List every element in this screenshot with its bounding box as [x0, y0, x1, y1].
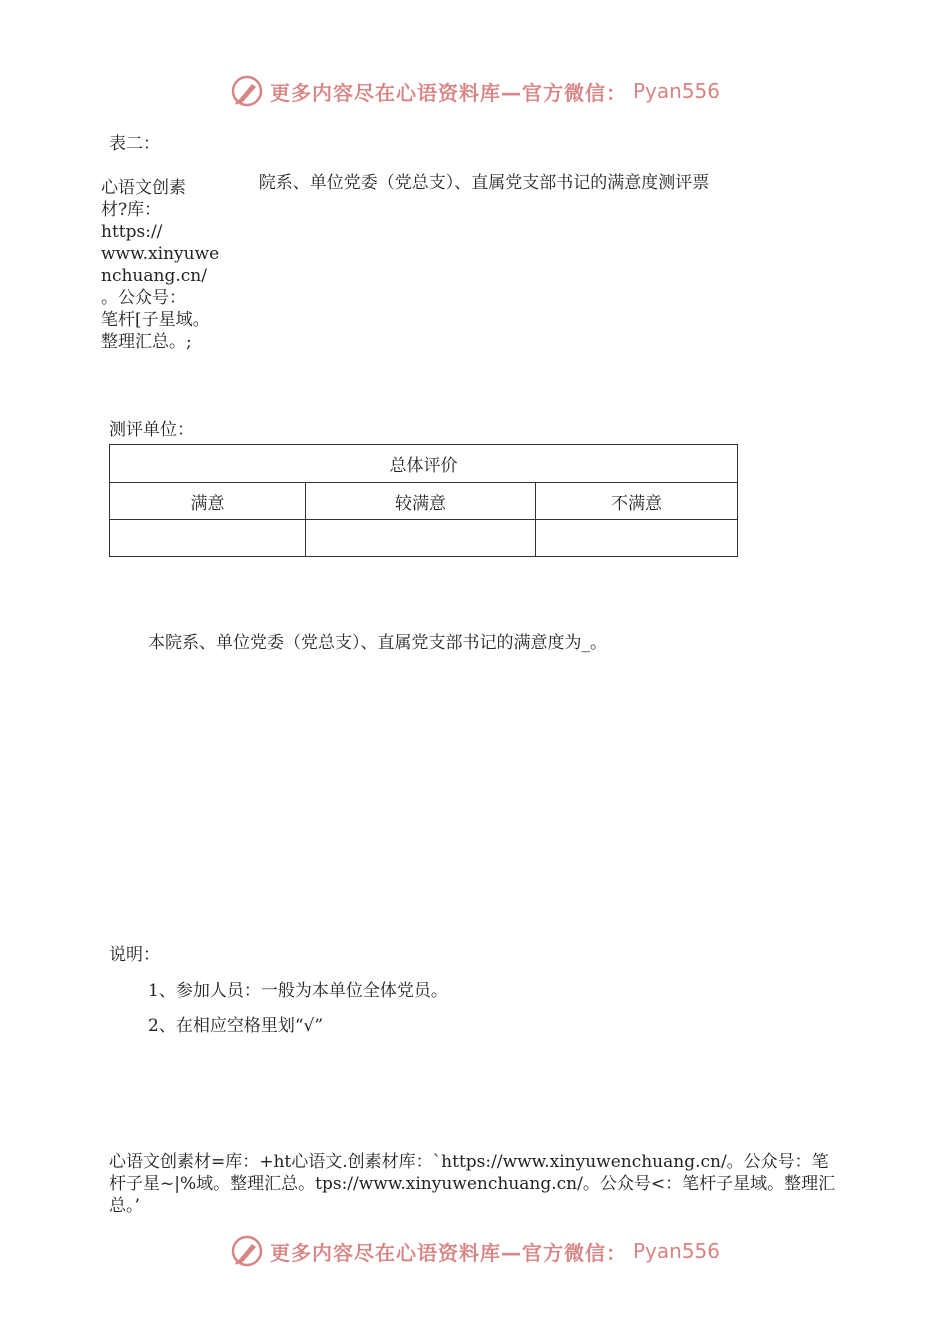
- cell-satisfied-mark[interactable]: [110, 520, 306, 557]
- banner-text: 更多内容尽在心语资料库—官方微信：: [269, 80, 627, 105]
- unit-label: 测评单位：: [109, 420, 194, 440]
- sidebar-source-note: 心语文创素 材?库： https:// www.xinyuwe nchuang.cn/ 。公众号： 笔杆[子星域。 整理汇总。;: [101, 178, 220, 352]
- banner-brand: Pyan556: [632, 79, 720, 103]
- table-label: 表二：: [109, 134, 160, 154]
- pen-logo-icon: [230, 74, 264, 108]
- table-column-row: [110, 483, 738, 520]
- column-fairly-satisfied: 较满意: [306, 483, 536, 520]
- document-title: 院系、单位党委（党总支）、直属党支部书记的满意度测评票: [258, 173, 710, 193]
- evaluation-table: [109, 444, 738, 557]
- table-header-row: [110, 445, 738, 483]
- banner-text: 更多内容尽在心语资料库—官方微信：: [269, 1240, 627, 1265]
- cell-fairly-satisfied-mark[interactable]: [306, 520, 536, 557]
- pen-logo-icon: [230, 1234, 264, 1268]
- result-sentence: 本院系、单位党委（党总支）、直属党支部书记的满意度为_。: [148, 633, 607, 653]
- notes-title: 说明：: [109, 945, 160, 965]
- table-input-row: [110, 520, 738, 557]
- note-item: 2、在相应空格里划“√”: [148, 1016, 324, 1036]
- cell-dissatisfied-mark[interactable]: [536, 520, 738, 557]
- bottom-watermark-banner: [0, 1234, 950, 1272]
- column-dissatisfied: 不满意: [536, 483, 738, 520]
- top-watermark-banner: [0, 74, 950, 112]
- column-satisfied: 满意: [110, 483, 306, 520]
- banner-brand: Pyan556: [632, 1239, 720, 1263]
- overall-evaluation-header: 总体评价: [110, 445, 738, 483]
- footer-source-text: 心语文创素材=库：+ht心语文.创素材库：`https://www.xinyuwenchuang.cn/。公众号：笔杆子星~|%域。整理汇总。tps://www.xinyuwenchuang.cn/。公众号<：笔杆子星域。整理汇总。’: [109, 1152, 836, 1216]
- note-item: 1、参加人员：一般为本单位全体党员。: [148, 981, 448, 1001]
